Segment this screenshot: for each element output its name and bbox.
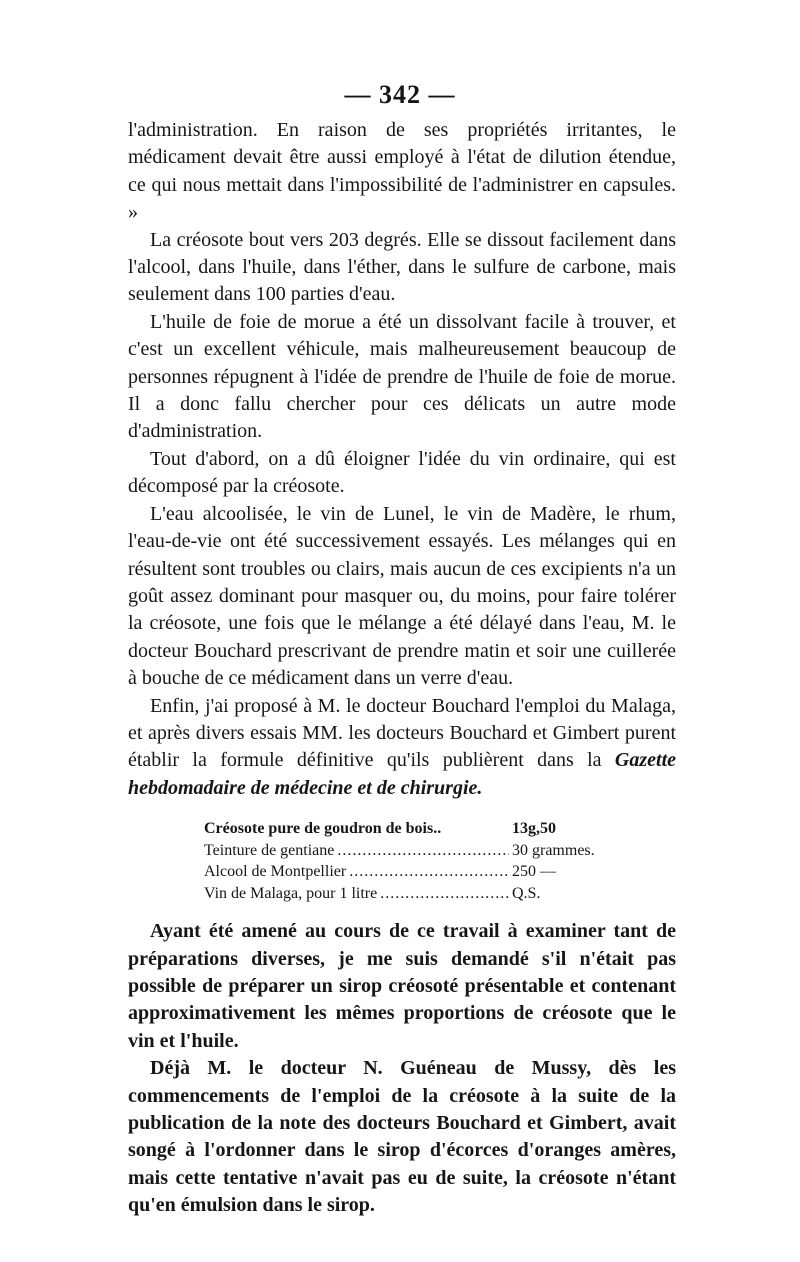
ingredient-name: Créosote pure de goudron de bois.. [204,820,442,838]
leader-dots [337,840,509,862]
ingredient-name: Alcool de Montpellier [204,863,347,881]
paragraph-6 [128,693,676,803]
leader-dots [349,861,509,883]
paragraph-4: Tout d'abord, on a dû éloigner l'idée du vin ordinaire, qui est décomposé par la créosote. [128,447,676,498]
ingredient-quantity: Q.S. [512,884,541,902]
ingredient-quantity: 13g,50 [512,820,556,838]
ingredient-quantity: 250 — [512,863,556,881]
paragraph-8: Déjà M. le docteur N. Guéneau de Mussy, dès les commencements de l'emploi de la créosote à la suite de la publication de la note des docteurs Bouchard et Gimbert, avait songé à l'ordonner dans le sirop d'écorces d'oranges amères, mais cette tentative n'avait pas eu de suite, la créosote n'étant qu'en émulsion dans le sirop. [128,1057,676,1217]
paragraph-6-text: Enfin, j'ai proposé à M. le docteur Bouchard l'emploi du Malaga, et après divers essais MM. les docteurs Bouchard et Gimbert purent établir la formule définitive qu'ils publièrent dans la [128,694,676,772]
recipe-formula [204,818,604,904]
recipe-row [204,818,604,840]
journal-title: Gazette hebdomadaire de médecine et de chirurgie. [128,749,676,799]
recipe-row [204,840,604,862]
leader-dots [380,883,509,905]
recipe-row [204,883,604,905]
paragraph-5: L'eau alcoolisée, le vin de Lunel, le vin de Madère, le rhum, l'eau-de-vie ont été successivement essayés. Les mélanges qui en résultent sont troubles ou clairs, mais aucun de ces excipients n'a un goût assez dominant pour masquer ou, du moins, pour faire tolérer la créosote, une fois que le mélange a été délayé dans l'eau, M. le docteur Bouchard prescrivant de prendre matin et soir une cuillerée à bouche de ce médicament dans un verre d'eau. [128,502,676,690]
recipe-row [204,861,604,883]
paragraph-7: Ayant été amené au cours de ce travail à examiner tant de préparations diverses, je me suis demandé s'il n'était pas possible de préparer un sirop créosoté présentable et contenant approximativement les mêmes proportions de créosote que le vin et l'huile. [128,920,676,1052]
paragraph-1: l'administration. En raison de ses propriétés irritantes, le médicament devait être aussi employé à l'état de dilution étendue, ce qui nous mettait dans l'impossibilité de l'administrer en capsules. » [128,119,676,224]
ingredient-name: Teinture de gentiane [204,841,335,859]
page-number: — 342 — [344,80,456,109]
body-text [128,117,676,1220]
ingredient-name: Vin de Malaga, pour 1 litre [204,884,378,902]
paragraph-3: L'huile de foie de morue a été un dissolvant facile à trouver, et c'est un excellent véhicule, mais malheureusement beaucoup de personnes répugnent à l'idée de prendre de l'huile de foie de morue. Il a donc fallu chercher pour ces délicats un autre mode d'administration. [128,310,676,443]
ingredient-quantity: 30 grammes. [512,841,595,859]
paragraph-2: La créosote bout vers 203 degrés. Elle se dissout facilement dans l'alcool, dans l'huile, dans l'éther, dans le sulfure de carbone, mais seulement dans 100 parties d'eau. [128,228,676,306]
